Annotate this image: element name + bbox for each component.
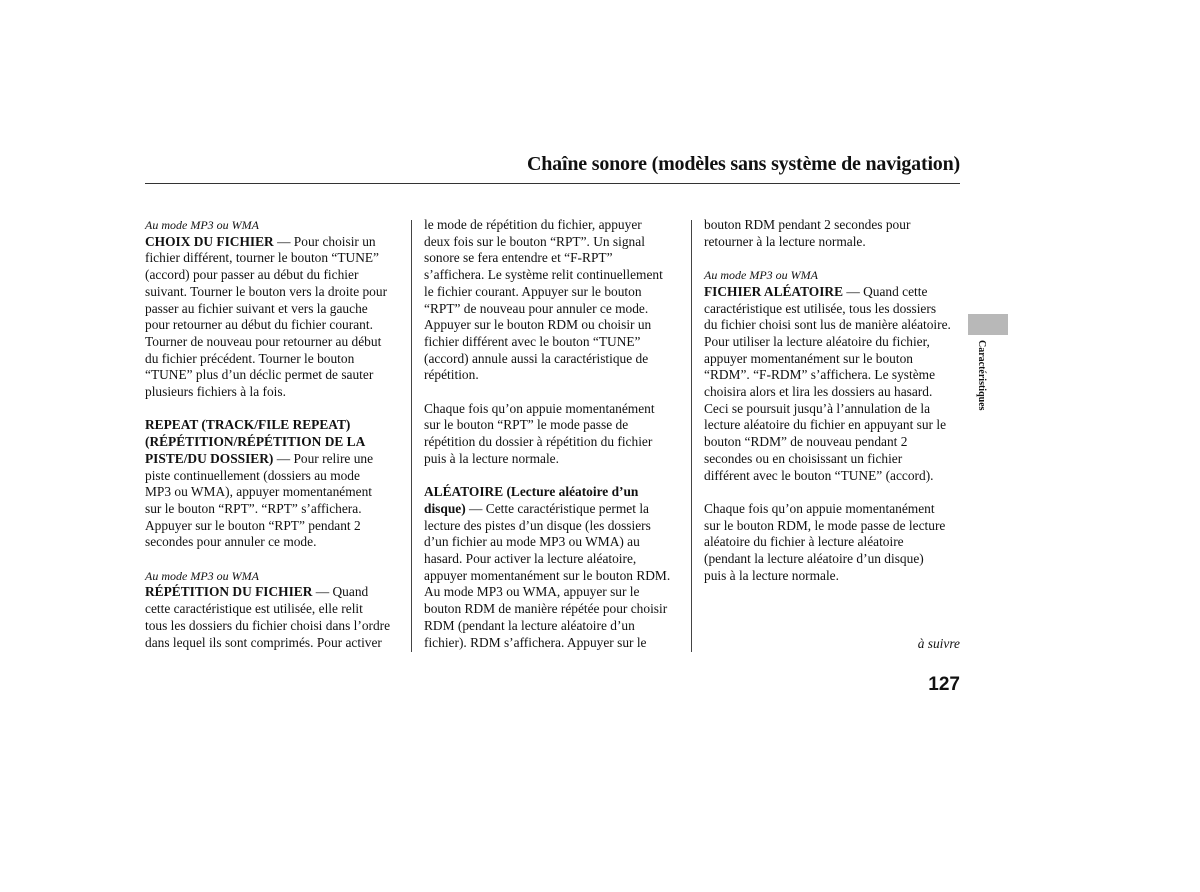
paragraph-line: d’un fichier au mode MP3 ou WMA) au bbox=[424, 534, 640, 550]
section-heading: (RÉPÉTITION/RÉPÉTITION DE LA bbox=[145, 434, 366, 450]
page-title: Chaîne sonore (modèles sans système de navigation) bbox=[527, 153, 960, 175]
paragraph-line: tous les dossiers du fichier choisi dans l’ordre bbox=[145, 617, 391, 633]
paragraph-text: — Pour choisir un bbox=[273, 233, 376, 249]
paragraph-line: sur le bouton RDM, le mode passe de lecture bbox=[704, 517, 946, 533]
section-tab-marker bbox=[968, 314, 1008, 335]
paragraph-line: retourner à la lecture normale. bbox=[704, 233, 866, 249]
column-divider bbox=[411, 220, 412, 652]
text-column-2 bbox=[424, 217, 686, 651]
section-heading: REPEAT (TRACK/FILE REPEAT) bbox=[145, 417, 351, 433]
section-tab-label: Caractéristiques bbox=[976, 340, 987, 411]
text-column-1 bbox=[145, 217, 405, 651]
section-heading: RÉPÉTITION DU FICHIER bbox=[145, 584, 313, 600]
paragraph-text: — Quand bbox=[312, 584, 369, 600]
paragraph-line bbox=[704, 284, 966, 301]
paragraph-line: du fichier choisi sont lus de manière aléatoire. bbox=[704, 317, 951, 333]
repetition-continued-section bbox=[424, 217, 686, 384]
paragraph-line: suivant. Tourner le bouton vers la droite pour bbox=[145, 283, 388, 299]
paragraph-line: hasard. Pour activer la lecture aléatoire, bbox=[424, 551, 637, 567]
column-divider bbox=[691, 220, 692, 652]
paragraph-line: “TUNE” plus d’un déclic permet de sauter bbox=[145, 367, 374, 383]
paragraph-line: Chaque fois qu’on appuie momentanément bbox=[424, 400, 655, 416]
paragraph-line: lecture aléatoire du fichier en appuyant sur le bbox=[704, 417, 947, 433]
paragraph-line bbox=[145, 584, 405, 601]
paragraph-line: bouton “RDM” de nouveau pendant 2 bbox=[704, 434, 908, 450]
aleatoire-continued-section bbox=[704, 217, 966, 250]
paragraph-text: — Quand cette bbox=[843, 283, 928, 299]
rdm-cycle-section bbox=[704, 501, 966, 585]
paragraph-line: du fichier précédent. Tourner le bouton bbox=[145, 350, 355, 366]
section-heading: FICHIER ALÉATOIRE bbox=[704, 283, 844, 299]
paragraph-line: Chaque fois qu’on appuie momentanément bbox=[704, 500, 935, 516]
mode-label: Au mode MP3 ou WMA bbox=[145, 218, 259, 232]
paragraph-line: aléatoire du fichier à lecture aléatoire bbox=[704, 534, 904, 550]
paragraph-line: fichier). RDM s’affichera. Appuyer sur le bbox=[424, 634, 647, 650]
paragraph-line: dans lequel ils sont comprimés. Pour activer bbox=[145, 634, 382, 650]
paragraph-line: Pour utiliser la lecture aléatoire du fichier, bbox=[704, 333, 930, 349]
section-heading: CHOIX DU FICHIER bbox=[145, 233, 274, 249]
paragraph-text: — Cette caractéristique permet la bbox=[465, 500, 649, 516]
paragraph-line: le fichier courant. Appuyer sur le bouton bbox=[424, 283, 642, 299]
paragraph-line: sur le bouton “RPT”. “RPT” s’affichera. bbox=[145, 500, 362, 516]
mode-label: Au mode MP3 ou WMA bbox=[145, 568, 259, 583]
paragraph-line: répétition. bbox=[424, 367, 479, 383]
paragraph-line: le mode de répétition du fichier, appuyer bbox=[424, 217, 642, 232]
paragraph-line: puis à la lecture normale. bbox=[704, 567, 839, 583]
paragraph-line: deux fois sur le bouton “RPT”. Un signal bbox=[424, 233, 645, 249]
paragraph-line: MP3 ou WMA), appuyer momentanément bbox=[145, 484, 372, 500]
paragraph-line: bouton RDM de manière répétée pour choisir bbox=[424, 601, 668, 617]
mode-label: Au mode MP3 ou WMA bbox=[704, 268, 818, 283]
title-rule bbox=[145, 183, 960, 184]
paragraph-line: (pendant la lecture aléatoire d’un disque) bbox=[704, 551, 924, 567]
aleatoire-section bbox=[424, 484, 686, 651]
paragraph-line: appuyer momentanément sur le bouton RDM. bbox=[424, 567, 671, 583]
paragraph-line: (accord) pour passer au début du fichier bbox=[145, 267, 359, 283]
repetition-du-fichier-section bbox=[145, 568, 405, 652]
paragraph-line bbox=[145, 234, 405, 251]
paragraph-line: Appuyer sur le bouton “RPT” pendant 2 bbox=[145, 517, 361, 533]
paragraph-line: (accord) annule aussi la caractéristique de bbox=[424, 350, 649, 366]
paragraph-line: caractéristique est utilisée, tous les dossiers bbox=[704, 300, 937, 316]
paragraph-line: lecture des pistes d’un disque (les dossiers bbox=[424, 517, 651, 533]
paragraph-line: répétition du dossier à répétition du fichier bbox=[424, 434, 653, 450]
paragraph-line: sonore se fera entendre et “F-RPT” bbox=[424, 250, 613, 266]
paragraph-line: Au mode MP3 ou WMA, appuyer sur le bbox=[424, 584, 640, 600]
choix-du-fichier-section bbox=[145, 217, 405, 401]
paragraph-line: Tourner de nouveau pour retourner au début bbox=[145, 333, 382, 349]
paragraph-gap bbox=[424, 384, 686, 401]
paragraph-line: “RPT” de nouveau pour annuler ce mode. bbox=[424, 300, 649, 316]
paragraph-gap bbox=[145, 401, 405, 418]
paragraph-line: fichier différent avec le bouton “TUNE” bbox=[424, 333, 641, 349]
text-column-3 bbox=[704, 217, 966, 584]
paragraph-line: plusieurs fichiers à la fois. bbox=[145, 384, 286, 400]
paragraph-line: RDM (pendant la lecture aléatoire d’un bbox=[424, 617, 635, 633]
paragraph-line: s’affichera. Le système relit continuellement bbox=[424, 267, 663, 283]
paragraph-text: — Pour relire une bbox=[273, 450, 374, 466]
paragraph-line: secondes pour annuler ce mode. bbox=[145, 534, 317, 550]
paragraph-line: fichier différent, tourner le bouton “TUNE” bbox=[145, 250, 379, 266]
repeat-section bbox=[145, 417, 405, 551]
paragraph-line: secondes ou en choisissant un fichier bbox=[704, 450, 903, 466]
fichier-aleatoire-section bbox=[704, 267, 966, 484]
paragraph-line: différent avec le bouton “TUNE” (accord). bbox=[704, 467, 934, 483]
paragraph-line: cette caractéristique est utilisée, elle relit bbox=[145, 601, 363, 617]
paragraph-line: sur le bouton “RPT” le mode passe de bbox=[424, 417, 629, 433]
section-heading: disque) bbox=[424, 500, 466, 516]
paragraph-line: Appuyer sur le bouton RDM ou choisir un bbox=[424, 317, 652, 333]
paragraph-line: “RDM”. “F-RDM” s’affichera. Le système bbox=[704, 367, 936, 383]
paragraph-line: bouton RDM pendant 2 secondes pour bbox=[704, 217, 911, 232]
paragraph-line: choisira alors et lira les dossiers au hasard. bbox=[704, 384, 933, 400]
section-heading: ALÉATOIRE (Lecture aléatoire d’un bbox=[424, 484, 639, 500]
paragraph-line bbox=[424, 501, 686, 518]
continued-note: à suivre bbox=[917, 636, 960, 651]
paragraph-line: puis à la lecture normale. bbox=[424, 450, 559, 466]
paragraph-gap bbox=[704, 250, 966, 267]
paragraph-line bbox=[145, 451, 405, 468]
paragraph-gap bbox=[145, 551, 405, 568]
paragraph-line: pour retourner au début du fichier courant. bbox=[145, 317, 373, 333]
page-number: 127 bbox=[928, 674, 960, 695]
paragraph-gap bbox=[424, 468, 686, 485]
paragraph-line: appuyer momentanément sur le bouton bbox=[704, 350, 913, 366]
paragraph-gap bbox=[704, 484, 966, 501]
paragraph-line: passer au fichier suivant et vers la gauche bbox=[145, 300, 368, 316]
paragraph-line: piste continuellement (dossiers au mode bbox=[145, 467, 360, 483]
section-heading: PISTE/DU DOSSIER) bbox=[145, 450, 274, 466]
paragraph-line: Ceci se poursuit jusqu’à l’annulation de la bbox=[704, 400, 931, 416]
rpt-cycle-section bbox=[424, 401, 686, 468]
